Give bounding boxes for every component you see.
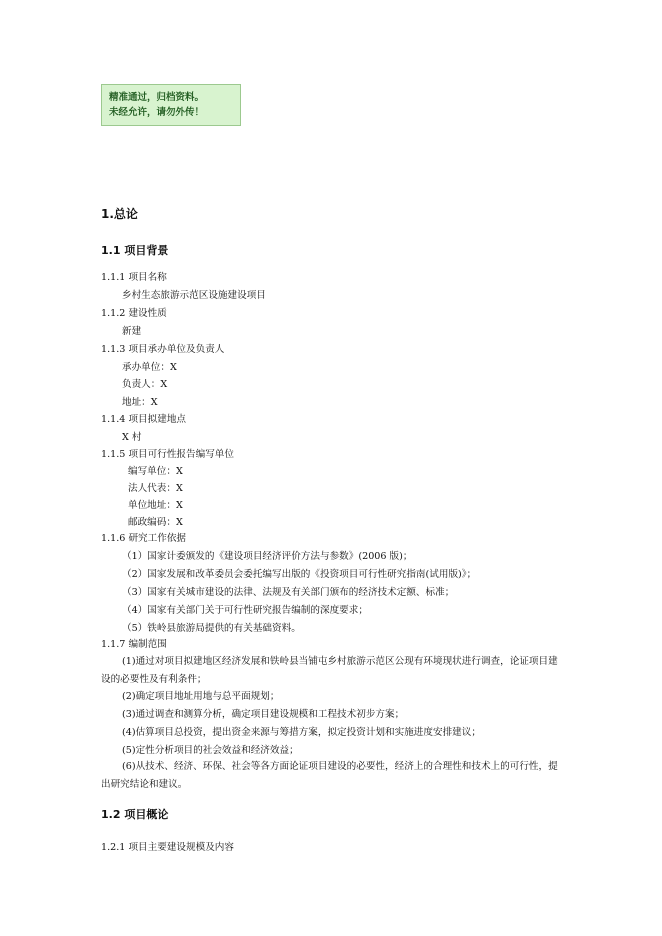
- item-1-1-7: 1.1.7 编制范围: [101, 639, 167, 650]
- item-1-1-6: 1.1.6 研究工作依据: [101, 533, 187, 544]
- basis-5: （5）铁岭县旅游局提供的有关基础资料。: [122, 623, 301, 634]
- heading-project-background: 1.1 项目背景: [101, 244, 169, 257]
- scope-item-4: (4)估算项目总投资，提出资金来源与筹措方案，拟定投资计划和实施进度安排建议；: [122, 727, 481, 738]
- responsible-person: 负责人：X: [122, 379, 168, 390]
- basis-1: （1）国家计委颁发的《建设项目经济评价方法与参数》(2006 版)；: [122, 551, 413, 562]
- basis-4: （4）国家有关部门关于可行性研究报告编制的深度要求；: [122, 605, 368, 616]
- heading-general: 1.总论: [101, 207, 138, 221]
- postal-code: 邮政编码：X: [128, 517, 183, 528]
- scope-item-5: (5)定性分析项目的社会效益和经济效益；: [122, 745, 299, 756]
- undertaker-unit: 承办单位：X: [122, 362, 177, 373]
- heading-project-overview: 1.2 项目概论: [101, 808, 169, 821]
- notice-line-1: 精准通过，归档资料。: [109, 92, 205, 103]
- notice-line-2: 未经允许，请勿外传！: [109, 107, 205, 118]
- item-1-2-1: 1.2.1 项目主要建设规模及内容: [101, 842, 234, 853]
- item-1-1-1: 1.1.1 项目名称: [101, 272, 167, 283]
- item-1-1-3: 1.1.3 项目承办单位及负责人: [101, 344, 225, 355]
- construction-nature-value: 新建: [122, 326, 142, 337]
- basis-3: （3）国家有关城市建设的法律、法规及有关部门颁布的经济技术定额、标准；: [122, 587, 455, 598]
- basis-2: （2）国家发展和改革委员会委托编写出版的《投资项目可行性研究指南(试用版)》；: [122, 569, 477, 580]
- notice-box: [101, 84, 241, 126]
- item-1-1-4: 1.1.4 项目拟建地点: [101, 414, 187, 425]
- project-name-value: 乡村生态旅游示范区设施建设项目: [122, 290, 266, 301]
- undertaker-address: 地址：X: [122, 397, 158, 408]
- legal-representative: 法人代表：X: [128, 483, 183, 494]
- scope-item-3: (3)通过调查和测算分析，确定项目建设规模和工程技术初步方案；: [122, 709, 405, 720]
- scope-item-6: (6)从技术、经济、环保、社会等各方面论证项目建设的必要性，经济上的合理性和技术上的可行性，提出研究结论和建议。: [101, 761, 558, 790]
- unit-address: 单位地址：X: [128, 500, 183, 511]
- item-1-1-2: 1.1.2 建设性质: [101, 308, 167, 319]
- writing-unit: 编写单位：X: [128, 466, 183, 477]
- scope-item-2: (2)确定项目地址用地与总平面规划；: [122, 691, 280, 702]
- site-location-value: X 村: [122, 432, 142, 443]
- scope-item-1: (1)通过对项目拟建地区经济发展和铁岭县当铺屯乡村旅游示范区公现有环境现状进行调查，论证项目建设的必要性及有利条件；: [101, 656, 558, 685]
- item-1-1-5: 1.1.5 项目可行性报告编写单位: [101, 449, 234, 460]
